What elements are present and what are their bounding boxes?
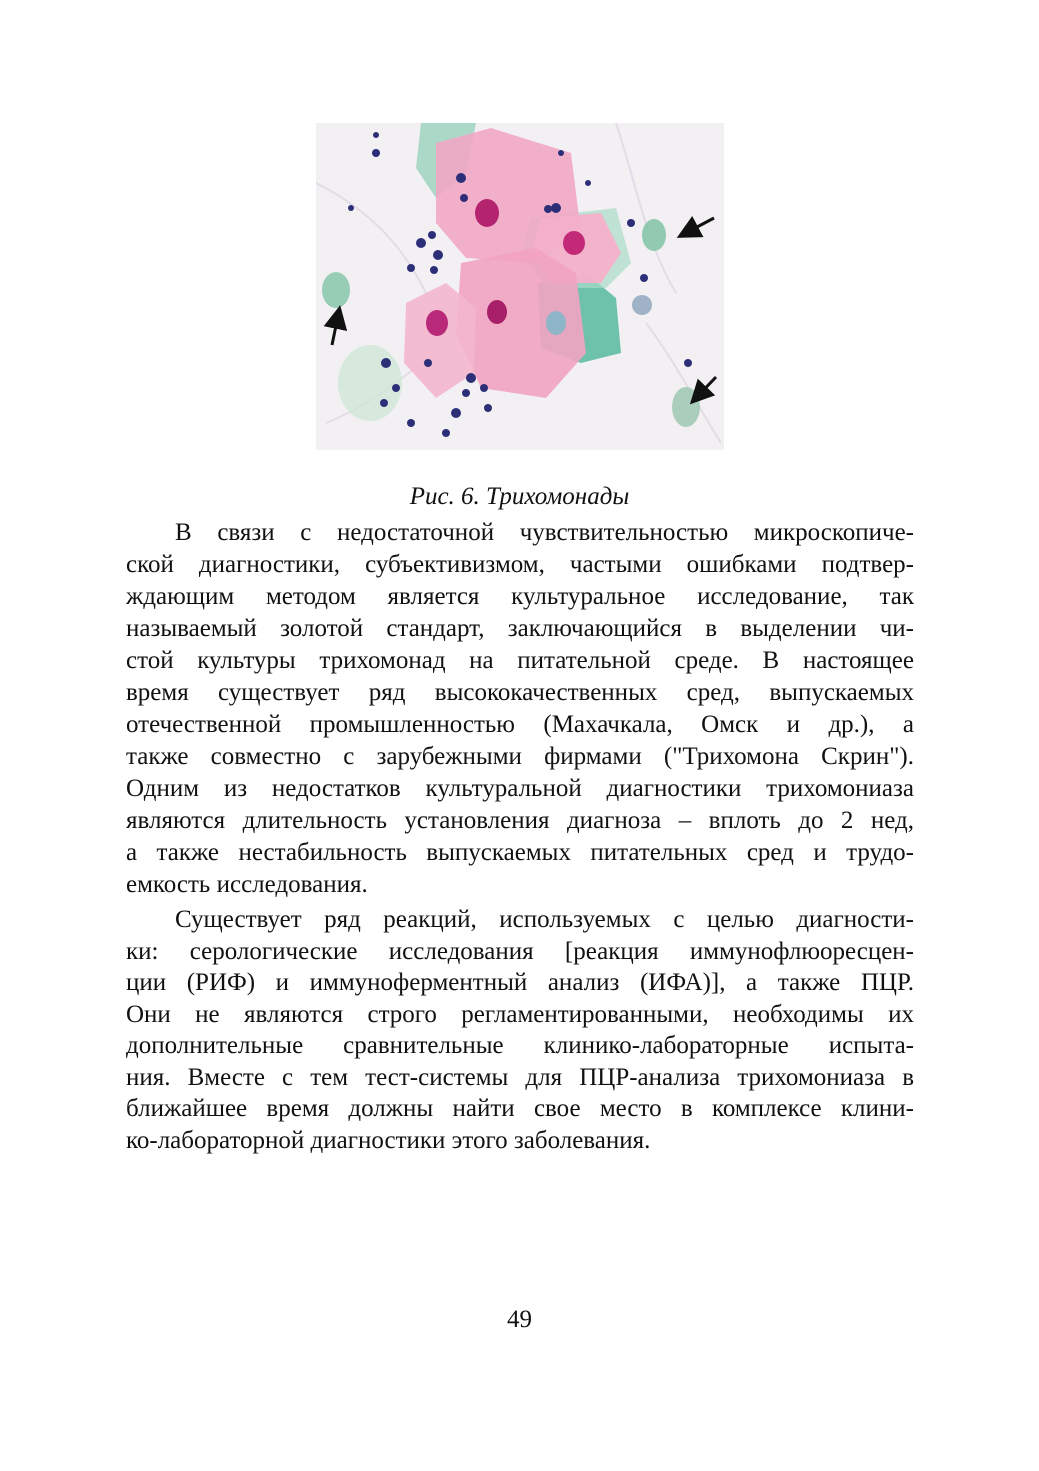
round-cell bbox=[632, 295, 652, 315]
text-line: дополнительные сравнительные клинико-лабораторные испыта- bbox=[126, 1032, 914, 1059]
text-line: В связи с недостаточной чувствительностью микроскопиче- bbox=[175, 519, 914, 546]
text-line: также совместно с зарубежными фирмами ("Трихомона Скрин"). bbox=[126, 743, 914, 770]
trichomonad bbox=[642, 219, 666, 251]
text-line: ки: серологические исследования [реакция иммунофлюоресцен- bbox=[126, 937, 914, 965]
text-line: ждающим методом является культуральное исследование, так bbox=[126, 583, 914, 610]
text-line: Одним из недостатков культуральной диагностики трихомониаза bbox=[126, 775, 914, 802]
text-line: ской диагностики, субъективизмом, частыми ошибками подтвер- bbox=[126, 551, 914, 578]
cell-nucleus bbox=[475, 199, 499, 227]
micrograph-image bbox=[316, 123, 724, 450]
cell-nucleus bbox=[546, 311, 566, 335]
trichomonad bbox=[322, 272, 350, 308]
text-line: емкость исследования. bbox=[126, 871, 368, 898]
figure-caption: Рис. 6. Трихомонады bbox=[409, 483, 630, 510]
text-line: а также нестабильность выпускаемых питательных сред и трудо- bbox=[126, 839, 914, 866]
text-line: ко-лабораторной диагностики этого заболевания. bbox=[126, 1126, 651, 1154]
text-line: стой культуры трихомонад на питательной среде. В настоящее bbox=[126, 647, 914, 674]
cell-nucleus bbox=[563, 231, 585, 255]
text-line: являются длительность установления диагноза – вплоть до 2 нед, bbox=[126, 807, 914, 834]
text-line: Существует ряд реакций, используемых с целью диагности- bbox=[175, 906, 914, 933]
text-line: отечественной промышленностью (Махачкала, Омск и др.), а bbox=[126, 711, 914, 738]
text-line: ния. Вместе с тем тест-системы для ПЦР-анализа трихомониаза в bbox=[126, 1063, 914, 1091]
text-line: время существует ряд высококачественных сред, выпускаемых bbox=[126, 679, 914, 706]
trichomonad bbox=[672, 387, 700, 427]
cell-nucleus bbox=[487, 300, 507, 324]
text-line: ближайшее время должны найти свое место в комплексе клини- bbox=[126, 1095, 914, 1122]
page-number: 49 bbox=[507, 1306, 532, 1333]
text-line: ции (РИФ) и иммуноферментный анализ (ИФА)], а также ПЦР. bbox=[126, 969, 914, 996]
text-line: Они не являются строго регламентированными, необходимы их bbox=[126, 1000, 914, 1028]
cell-nucleus bbox=[426, 310, 448, 336]
micrograph-figure bbox=[316, 123, 724, 450]
text-line: называемый золотой стандарт, заключающийся в выделении чи- bbox=[126, 615, 914, 642]
green-cell bbox=[338, 345, 402, 421]
